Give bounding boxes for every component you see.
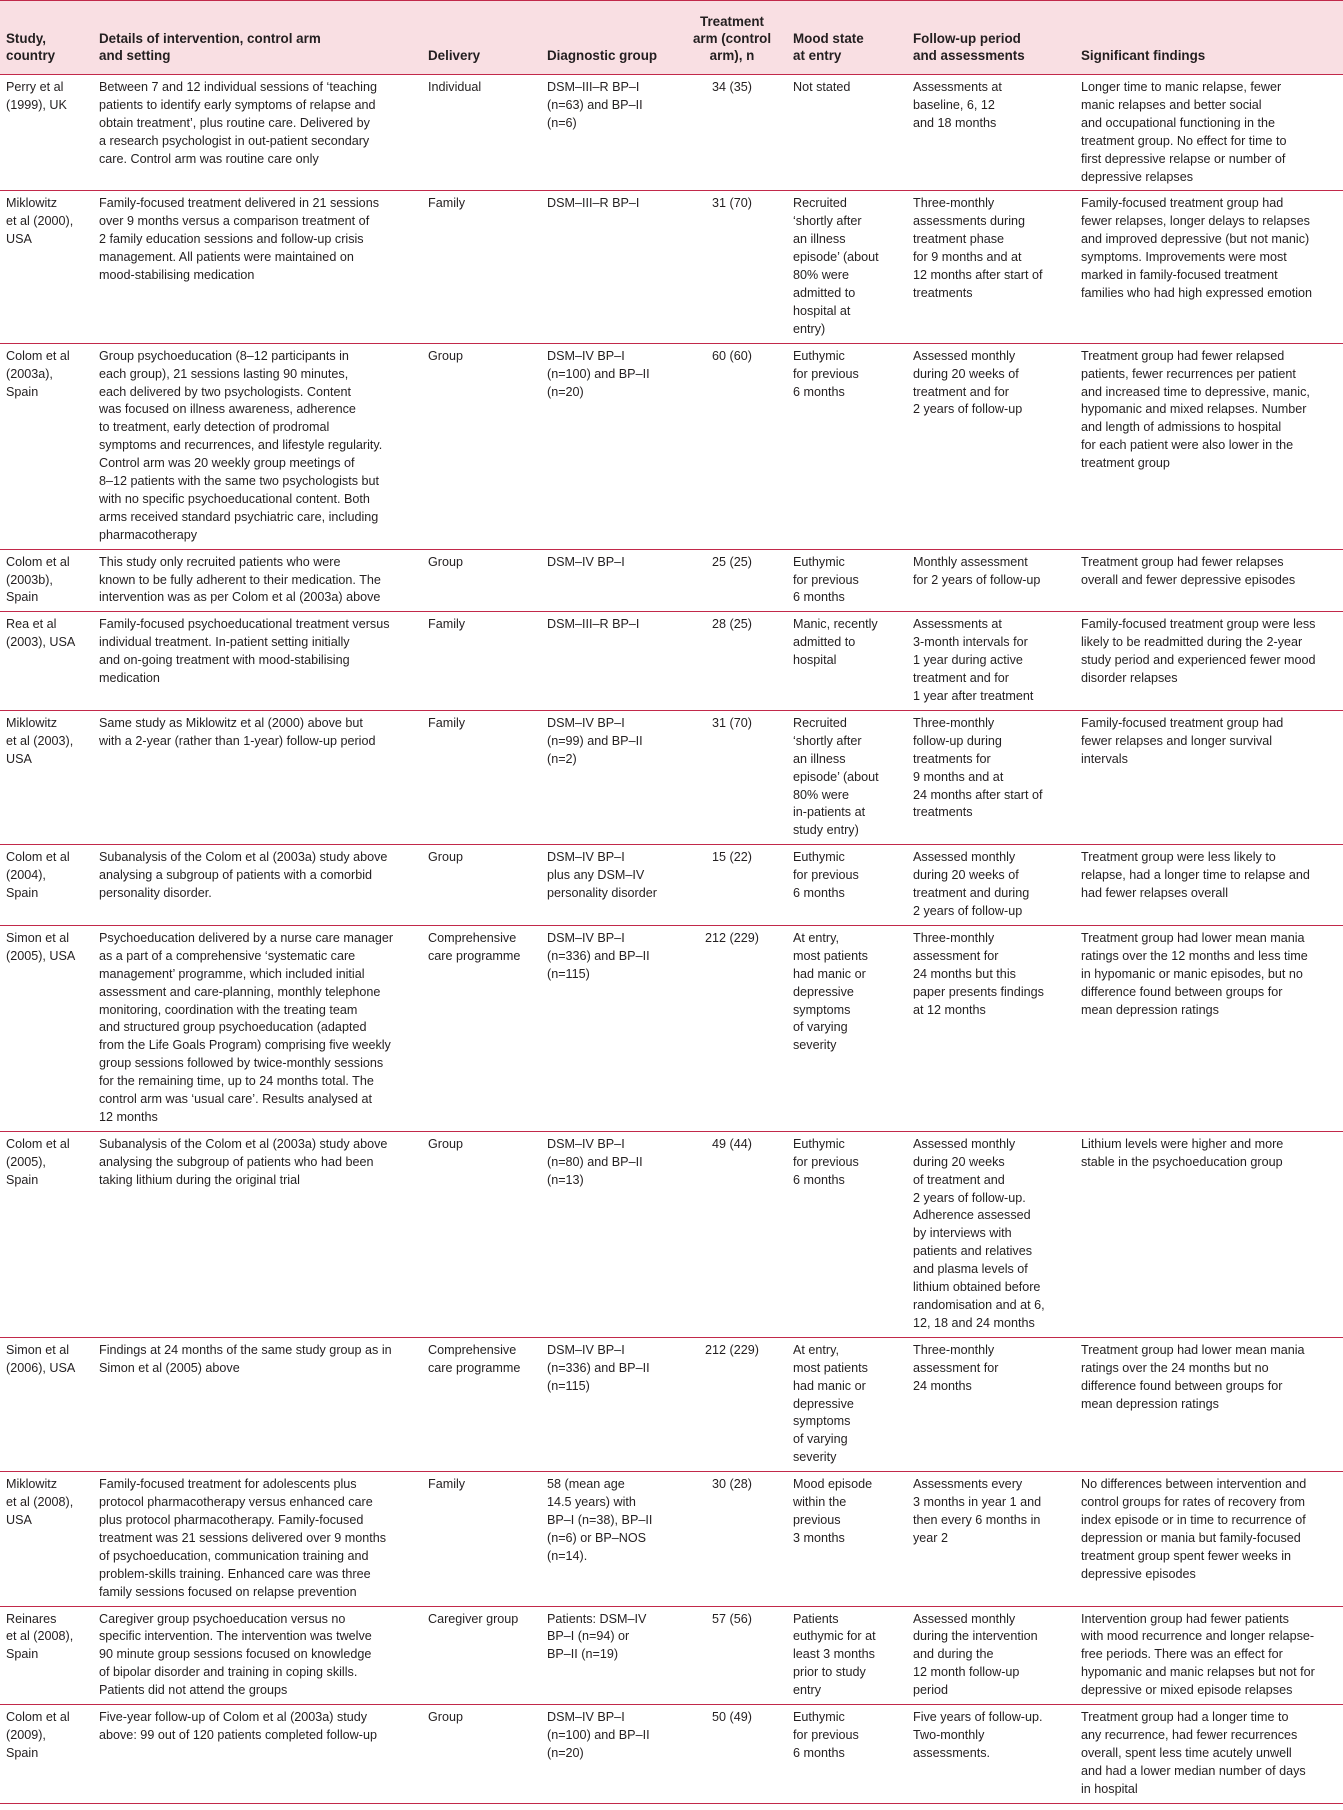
cell-diagnostic: DSM–IV BP–I (n=336) and BP–II (n=115): [547, 930, 650, 981]
cell-followup: Three-monthly assessment for 24 months but this paper presents findings at 12 months: [913, 930, 1044, 1017]
cell-followup: Assessments at baseline, 6, 12 and 18 months: [913, 80, 1002, 130]
cell-mood: Recruited ‘shortly after an illness episode’ (about 80% were in-patients at study entry): [793, 715, 879, 838]
cell-delivery: Group: [428, 348, 464, 363]
table-row: [0, 549, 1343, 612]
table-row: [0, 1606, 1343, 1705]
cell-treatment: 49 (44): [712, 1136, 752, 1151]
cell-followup: Assessed monthly during the intervention and during the 12 month follow-up period: [913, 1611, 1038, 1698]
cell-followup: Assessed monthly during 20 weeks of treatment and for 2 years of follow-up: [913, 348, 1023, 417]
table-row: [0, 612, 1343, 711]
cell-treatment: 212 (229): [705, 1342, 759, 1357]
cell-diagnostic: DSM–III–R BP–I (n=63) and BP–II (n=6): [547, 80, 643, 130]
cell-followup: Assessments at 3-month intervals for 1 year during active treatment and for 1 year after treatment: [913, 617, 1034, 703]
cell-mood: Euthymic for previous 6 months: [793, 850, 859, 901]
table-row: [0, 1472, 1343, 1606]
cell-study: Rea et al (2003), USA: [6, 617, 76, 650]
cell-study: Miklowitz et al (2000), USA: [6, 196, 74, 247]
cell-followup: Assessments every 3 months in year 1 and then every 6 months in year 2: [913, 1477, 1042, 1545]
cell-treatment: 15 (22): [712, 850, 752, 865]
cell-findings: Longer time to manic relapse, fewer manic relapses and better social and occupational functioning in the treatment group. No effect for time to first depressive relapse or number of depressive relapses: [1081, 80, 1287, 184]
table-row: [0, 1131, 1343, 1337]
cell-delivery: Group: [428, 1136, 464, 1151]
cell-followup: Three-monthly assessments during treatment phase for 9 months and at 12 months after start of treatments: [913, 196, 1043, 300]
cell-findings: Treatment group had fewer relapses overall and fewer depressive episodes: [1081, 554, 1296, 587]
header-diagnostic: Diagnostic group: [547, 48, 658, 63]
table-header: [0, 1, 1343, 75]
table-row: [0, 845, 1343, 926]
cell-mood: Euthymic for previous 6 months: [793, 1710, 859, 1760]
header-findings: Significant findings: [1081, 48, 1206, 63]
header-study: Study, country: [6, 31, 56, 63]
cell-findings: Treatment group were less likely to relapse, had a longer time to relapse and had fewer relapses overall: [1081, 850, 1310, 901]
cell-treatment: 212 (229): [705, 930, 759, 945]
cell-findings: Intervention group had fewer patients with mood recurrence and longer relapse- free periods. There was an effect for hypomanic and manic relapses but not for depressive or mixed episode relapses: [1081, 1611, 1315, 1698]
cell-findings: Treatment group had lower mean mania ratings over the 24 months but no difference found between groups for mean depression ratings: [1081, 1342, 1305, 1411]
cell-study: Colom et al (2003a), Spain: [6, 348, 70, 399]
cell-diagnostic: DSM–III–R BP–I: [547, 617, 640, 632]
cell-findings: Treatment group had a longer time to any recurrence, had fewer recurrences overall, spent less time acutely unwell and had a lower median number of days in hospital: [1081, 1710, 1306, 1796]
cell-diagnostic: DSM–IV BP–I (n=80) and BP–II (n=13): [547, 1136, 643, 1187]
cell-study: Miklowitz et al (2008), USA: [6, 1477, 74, 1527]
cell-mood: Patients euthymic for at least 3 months prior to study entry: [793, 1611, 876, 1698]
cell-details: Group psychoeducation (8–12 participants in each group), 21 sessions lasting 90 minutes, each delivered by two psychologists. Content was focused on illness awareness, adherence to treatment, early detection of prodromal symptoms and recurrences, and lifestyle regularity. Control arm was 20 weekly group meetings of 8–12 patients with the same two psychologists but with no specific psychoeducational content. Both arms received standard psychiatric care, including pharmacotherapy: [99, 348, 383, 542]
cell-diagnostic: DSM–IV BP–I (n=336) and BP–II (n=115): [547, 1342, 650, 1393]
cell-details: Between 7 and 12 individual sessions of ‘teaching patients to identify early symptoms of relapse and obtain treatment’, plus routine care. Delivered by a research psychologist in out-patient secondary care. Control arm was routine care only: [99, 80, 377, 166]
cell-treatment: 34 (35): [712, 80, 752, 94]
cell-study: Simon et al (2005), USA: [6, 930, 76, 963]
cell-followup: Assessed monthly during 20 weeks of treatment and 2 years of follow-up. Adherence assessed by interviews with patients and relatives and plasma levels of lithium obtained before randomisation and at 6, 12, 18 and 24 months: [913, 1136, 1045, 1330]
cell-delivery: Family: [428, 196, 466, 211]
table-row: [0, 925, 1343, 1131]
cell-study: Simon et al (2006), USA: [6, 1342, 76, 1375]
table-row: [0, 1705, 1343, 1804]
cell-treatment: 30 (28): [712, 1477, 752, 1492]
cell-mood: At entry, most patients had manic or depressive symptoms of varying severity: [793, 1342, 868, 1465]
header-delivery: Delivery: [428, 48, 481, 63]
cell-diagnostic: DSM–IV BP–I (n=99) and BP–II (n=2): [547, 715, 643, 766]
cell-mood: Euthymic for previous 6 months: [793, 348, 859, 399]
table-body: [0, 75, 1343, 1804]
cell-findings: Lithium levels were higher and more stable in the psychoeducation group: [1081, 1136, 1284, 1169]
cell-findings: Family-focused treatment group had fewer relapses, longer delays to relapses and improved depressive (but not manic) symptoms. Improvements were most marked in family-focused treatment families who had high expressed emotion: [1081, 196, 1313, 300]
cell-mood: Mood episode within the previous 3 months: [793, 1477, 873, 1545]
table-row: [0, 1337, 1343, 1471]
cell-study: Perry et al (1999), UK: [6, 80, 67, 112]
cell-study: Colom et al (2005), Spain: [6, 1136, 70, 1187]
cell-mood: Not stated: [793, 80, 851, 94]
cell-details: Psychoeducation delivered by a nurse care manager as a part of a comprehensive ‘systematic care management’ programme, which included initial assessment and care-planning, monthly telephone monitoring, coordination with the treating team and structured group psychoeducation (adapted from the Life Goals Program) comprising five weekly group sessions followed by twice-monthly sessions for the remaining time, up to 24 months total. The control arm was ‘usual care’. Results analysed at 12 months: [99, 930, 394, 1124]
table-row: [0, 75, 1343, 191]
cell-treatment: 60 (60): [712, 348, 752, 363]
cell-followup: Three-monthly follow-up during treatments for 9 months and at 24 months after start of treatments: [913, 715, 1043, 820]
cell-findings: Family-focused treatment group were less likely to be readmitted during the 2-year study period and experienced fewer mood disorder relapses: [1081, 617, 1316, 686]
cell-details: Five-year follow-up of Colom et al (2003a) study above: 99 out of 120 patients completed follow-up: [99, 1710, 377, 1742]
cell-delivery: Caregiver group: [428, 1611, 519, 1626]
cell-treatment: 28 (25): [712, 617, 752, 632]
cell-delivery: Group: [428, 554, 464, 569]
cell-details: Caregiver group psychoeducation versus no specific intervention. The intervention was twelve 90 minute group sessions focused on knowledge of bipolar disorder and training in coping skills. Patients did not attend the groups: [99, 1611, 372, 1698]
cell-mood: Manic, recently admitted to hospital: [793, 617, 878, 668]
cell-details: Findings at 24 months of the same study group as in Simon et al (2005) above: [99, 1342, 392, 1375]
cell-diagnostic: DSM–IV BP–I: [547, 554, 625, 569]
cell-details: Subanalysis of the Colom et al (2003a) study above analysing a subgroup of patients with a comorbid personality disorder.: [99, 850, 388, 901]
cell-delivery: Family: [428, 1477, 466, 1492]
cell-followup: Monthly assessment for 2 years of follow-up: [913, 554, 1041, 587]
cell-study: Reinares et al (2008), Spain: [6, 1611, 74, 1662]
cell-delivery: Family: [428, 617, 466, 632]
cell-findings: No differences between intervention and control groups for rates of recovery from index episode or in time to recurrence of depression or mania but family-focused treatment group spent fewer weeks in depressive episodes: [1081, 1477, 1307, 1581]
cell-diagnostic: DSM–IV BP–I (n=100) and BP–II (n=20): [547, 348, 650, 399]
cell-findings: Treatment group had lower mean mania ratings over the 12 months and less time in hypomanic or manic episodes, but no difference found between groups for mean depression ratings: [1081, 930, 1308, 1017]
cell-delivery: Family: [428, 715, 466, 730]
cell-delivery: Individual: [428, 80, 482, 94]
cell-diagnostic: DSM–III–R BP–I: [547, 196, 640, 211]
cell-mood: Recruited ‘shortly after an illness episode’ (about 80% were admitted to hospital at entry): [793, 196, 879, 336]
cell-delivery: Comprehensive care programme: [428, 930, 521, 963]
cell-details: Subanalysis of the Colom et al (2003a) study above analysing the subgroup of patients who had been taking lithium during the original trial: [99, 1136, 388, 1187]
cell-mood: Euthymic for previous 6 months: [793, 1136, 859, 1187]
cell-details: Family-focused treatment delivered in 21 sessions over 9 months versus a comparison treatment of 2 family education sessions and follow-up crisis management. All patients were maintained on mood-stabilising medication: [99, 196, 379, 283]
table-row: [0, 343, 1343, 549]
header-followup: Follow-up period and assessments: [913, 31, 1025, 63]
cell-mood: At entry, most patients had manic or depressive symptoms of varying severity: [793, 930, 868, 1053]
cell-diagnostic: DSM–IV BP–I (n=100) and BP–II (n=20): [547, 1710, 650, 1760]
cell-details: Family-focused treatment for adolescents plus protocol pharmacotherapy versus enhanced care plus protocol pharmacotherapy. Family-focused treatment was 21 sessions delivered over 9 months of psychoeducation, communication training and problem-skills training. Enhanced care was three family sessions focused on relapse prevention: [99, 1477, 386, 1599]
table-row: [0, 191, 1343, 343]
cell-followup: Three-monthly assessment for 24 months: [913, 1342, 999, 1393]
cell-diagnostic: DSM–IV BP–I plus any DSM–IV personality disorder: [547, 850, 657, 901]
cell-treatment: 31 (70): [712, 196, 752, 211]
cell-details: This study only recruited patients who were known to be fully adherent to their medication. The intervention was as per Colom et al (2003a) above: [99, 554, 381, 605]
table-row: [0, 710, 1343, 844]
header-mood: Mood state at entry: [793, 31, 864, 63]
cell-followup: Five years of follow-up. Two-monthly assessments.: [913, 1710, 1043, 1760]
cell-study: Miklowitz et al (2003), USA: [6, 715, 74, 766]
cell-findings: Treatment group had fewer relapsed patients, fewer recurrences per patient and increased time to depressive, manic, hypomanic and mixed relapses. Number and length of admissions to hospital for each patient were also lower in the treatment group: [1081, 348, 1310, 471]
cell-details: Same study as Miklowitz et al (2000) above but with a 2-year (rather than 1-year) follow-up period: [99, 715, 376, 748]
cell-treatment: 50 (49): [712, 1710, 752, 1725]
cell-delivery: Group: [428, 850, 464, 865]
header-treatment: Treatment arm (control arm), n: [692, 14, 772, 63]
cell-delivery: Comprehensive care programme: [428, 1342, 521, 1375]
cell-treatment: 57 (56): [712, 1611, 752, 1626]
cell-details: Family-focused psychoeducational treatment versus individual treatment. In-patient setting initially and on-going treatment with mood-stabilising medication: [99, 617, 390, 686]
header-details: Details of intervention, control arm and setting: [99, 31, 321, 63]
cell-study: Colom et al (2009), Spain: [6, 1710, 70, 1760]
cell-delivery: Group: [428, 1710, 464, 1725]
cell-findings: Family-focused treatment group had fewer relapses and longer survival intervals: [1081, 715, 1284, 766]
cell-treatment: 31 (70): [712, 715, 752, 730]
cell-diagnostic: Patients: DSM–IV BP–I (n=94) or BP–II (n=19): [547, 1611, 647, 1662]
cell-treatment: 25 (25): [712, 554, 752, 569]
cell-followup: Assessed monthly during 20 weeks of treatment and during 2 years of follow-up: [913, 850, 1030, 918]
cell-study: Colom et al (2003b), Spain: [6, 554, 70, 605]
cell-study: Colom et al (2004), Spain: [6, 850, 70, 901]
cell-mood: Euthymic for previous 6 months: [793, 554, 859, 605]
cell-diagnostic: 58 (mean age 14.5 years) with BP–I (n=38), BP–II (n=6) or BP–NOS (n=14).: [547, 1477, 653, 1563]
